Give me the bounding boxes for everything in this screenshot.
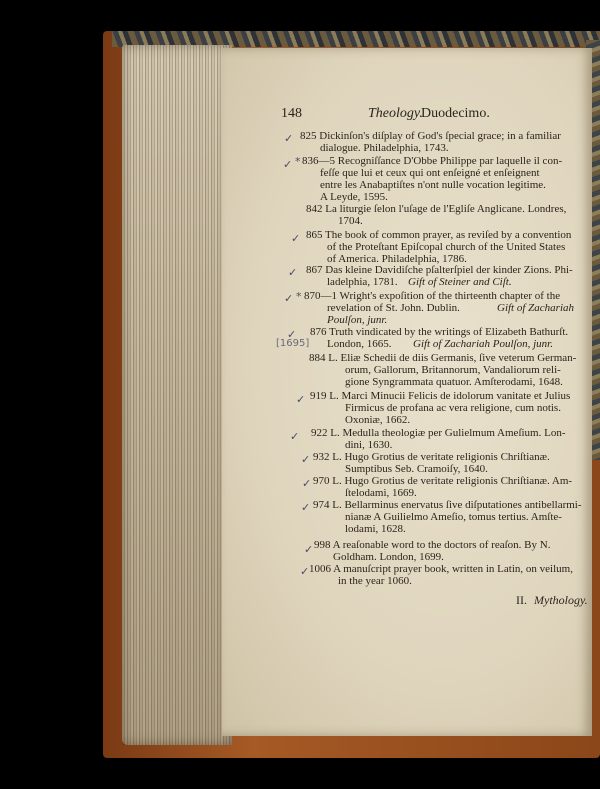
entry-line: 970 L. Hugo Grotius de veritate religionis Chriſtianæ. Am- <box>313 475 573 487</box>
entry-line: 932 L. Hugo Grotius de veritate religionis Chriſtianæ. <box>313 451 550 463</box>
entry-line: lodami, 1628. <box>345 523 406 535</box>
entry-line: in the year 1060. <box>338 575 412 587</box>
entry-line: of the Proteſtant Epiſcopal church of the United States <box>327 241 566 253</box>
entry-line: Goldham. London, 1699. <box>333 551 444 563</box>
page-edges-shadow <box>122 45 232 745</box>
entry-line: A Leyde, 1595. <box>320 191 388 203</box>
check-mark: ✓ <box>290 430 300 443</box>
entry-line: Sumptibus Seb. Cramoiſy, 1640. <box>345 463 488 475</box>
gift-note: Gift of Zachariah Poulſon, junr. <box>413 338 553 350</box>
entry-line: dialogue. Philadelphia, 1743. <box>320 142 449 154</box>
entry-line: 836—5 Recogniſſance D'Obbe Philippe par laquelle il con- <box>302 155 563 167</box>
check-mark: ✓ <box>291 232 301 245</box>
page-number: 148 <box>281 106 302 121</box>
entry-line: gione Syngrammata quatuor. Amſterodami, 1648. <box>345 376 563 388</box>
check-mark: ✓ <box>284 292 294 305</box>
check-mark: ✓ <box>300 565 310 578</box>
entry-line: 919 L. Marci Minucii Felicis de idolorum vanitate et Julius <box>310 390 571 402</box>
entry-line: Oxoniæ, 1662. <box>345 414 411 426</box>
gift-note: Gift of Steiner and Ciſt. <box>408 276 512 288</box>
check-mark: ✓ <box>304 543 314 556</box>
gift-note: Gift of Zachariah <box>497 302 575 314</box>
entry-line: revelation of St. John. Dublin. <box>327 302 460 314</box>
entry-line: ladelphia, 1781. <box>327 276 398 288</box>
check-mark: ✓ <box>302 477 312 490</box>
pencil-note: [1695] <box>276 338 310 349</box>
entry-line: dini, 1630. <box>345 439 393 451</box>
entry-line: 1704. <box>338 215 363 227</box>
entry-line: feſſe que lui et ceux qui ont enſeigné et enſeignent <box>320 167 540 179</box>
check-mark: ✓ <box>284 132 294 145</box>
gift-note: Poulſon, junr. <box>327 314 388 326</box>
entry-line: 825 Dickinſon's diſplay of God's ſpecial grace; in a familiar <box>300 130 561 142</box>
entry-line: ſtelodami, 1669. <box>345 487 417 499</box>
entry-line: 867 Das kleine Davidiſche pſalterſpiel der kinder Zions. Phi- <box>306 264 573 276</box>
check-mark: ✓ <box>283 158 293 171</box>
entry-line: 974 L. Bellarminus enervatus ſive diſputationes antibellarmi- <box>313 499 582 511</box>
star-mark: * <box>296 290 302 303</box>
check-mark: ✓ <box>301 453 311 466</box>
entry-line: 998 A reaſonable word to the doctors of reaſon. By N. <box>314 539 551 551</box>
entry-line: 922 L. Medulla theologiæ per Gulielmum Ameſium. Lon- <box>311 427 566 439</box>
running-title: Duodecimo. <box>421 106 490 121</box>
section-numeral: II. <box>516 593 527 607</box>
entry-line: London, 1665. <box>327 338 392 350</box>
entry-line: Firmicus de profana ac vera religione, cum notis. <box>345 402 561 414</box>
check-mark: ✓ <box>301 501 311 514</box>
entry-line: 1006 A manuſcript prayer book, written in Latin, on veilum, <box>309 563 573 575</box>
entry-line: 842 La liturgie ſelon l'uſage de l'Egliſe Anglicane. Londres, <box>306 203 567 215</box>
entry-line: 870—1 Wright's expoſition of the thirteenth chapter of the <box>304 290 561 302</box>
entry-line: 884 L. Eliæ Schedii de diis Germanis, ſive veterum German- <box>309 352 577 364</box>
check-mark: ✓ <box>287 328 297 341</box>
star-mark: * <box>295 155 301 168</box>
check-mark: ✓ <box>296 393 306 406</box>
running-title-italic: Theology. <box>368 106 423 121</box>
entry-line: entre les Anabaptiſtes n'ont nulle vocation legitime. <box>320 179 546 191</box>
entry-line: of America. Philadelphia, 1786. <box>327 253 467 265</box>
entry-line: nianæ A Guilielmo Ameſio, tomus tertius. Amſte- <box>345 511 562 523</box>
check-mark: ✓ <box>288 266 298 279</box>
catchword: Mythology. <box>534 593 588 607</box>
entry-line: 876 Truth vindicated by the writings of Elizabeth Bathurſt. <box>310 326 569 338</box>
entry-line: orum, Gallorum, Britannorum, Vandaliorum reli- <box>345 364 561 376</box>
entry-line: 865 The book of common prayer, as reviſed by a convention <box>306 229 572 241</box>
